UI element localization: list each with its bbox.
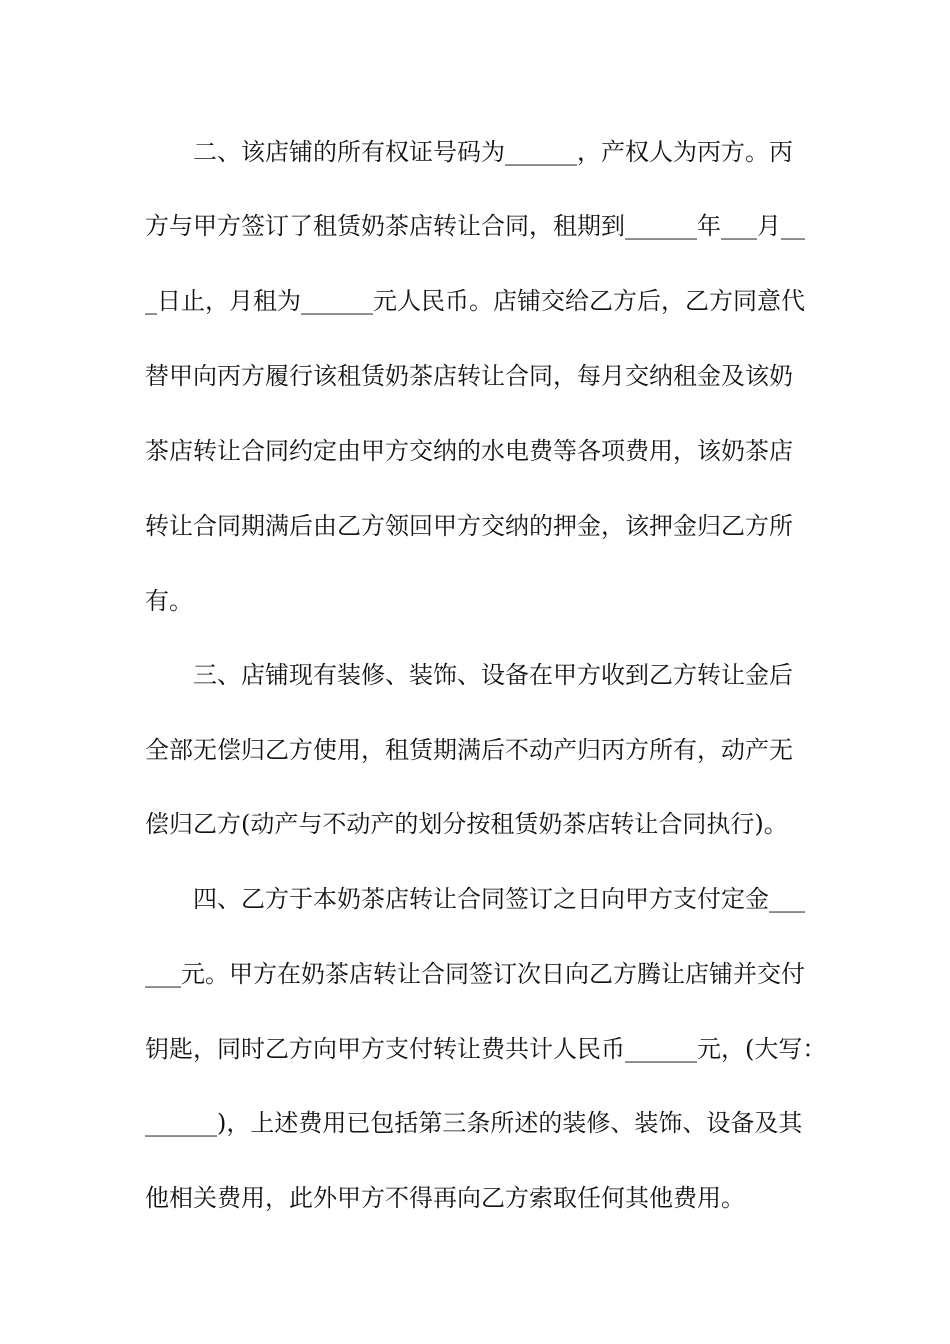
clause-2-line-1: 二、该店铺的所有权证号码为______，产权人为丙方。丙: [145, 138, 793, 166]
clause-3-line-1: 三、店铺现有装修、装饰、设备在甲方收到乙方转让金后: [145, 661, 793, 689]
clause-3-line-3: 偿归乙方(动产与不动产的划分按租赁奶茶店转让合同执行)。: [145, 810, 788, 838]
clause-4-line-3: 钥匙，同时乙方向甲方支付转让费共计人民币______元，(大写：: [145, 1035, 827, 1063]
clause-4-line-1: 四、乙方于本奶茶店转让合同签订之日向甲方支付定金___: [145, 885, 805, 913]
clause-3-line-2: 全部无偿归乙方使用，租赁期满后不动产归丙方所有，动产无: [145, 736, 793, 764]
clause-2-line-4: 替甲向丙方履行该租赁奶茶店转让合同，每月交纳租金及该奶: [145, 362, 793, 390]
clause-4-line-5: 他相关费用，此外甲方不得再向乙方索取任何其他费用。: [145, 1184, 745, 1212]
clause-2-line-7: 有。: [145, 587, 193, 615]
clause-4-line-2: ___元。甲方在奶茶店转让合同签订次日向乙方腾让店铺并交付: [145, 960, 805, 988]
clause-2-line-6: 转让合同期满后由乙方领回甲方交纳的押金，该押金归乙方所: [145, 512, 793, 540]
clause-4-line-4: ______)，上述费用已包括第三条所述的装修、装饰、设备及其: [145, 1109, 803, 1137]
clause-2-line-2: 方与甲方签订了租赁奶茶店转让合同，租期到______年___月__: [145, 212, 805, 240]
clause-2-line-3: _日止，月租为______元人民币。店铺交给乙方后，乙方同意代: [145, 287, 805, 315]
clause-2-line-5: 茶店转让合同约定由甲方交纳的水电费等各项费用，该奶茶店: [145, 437, 793, 465]
